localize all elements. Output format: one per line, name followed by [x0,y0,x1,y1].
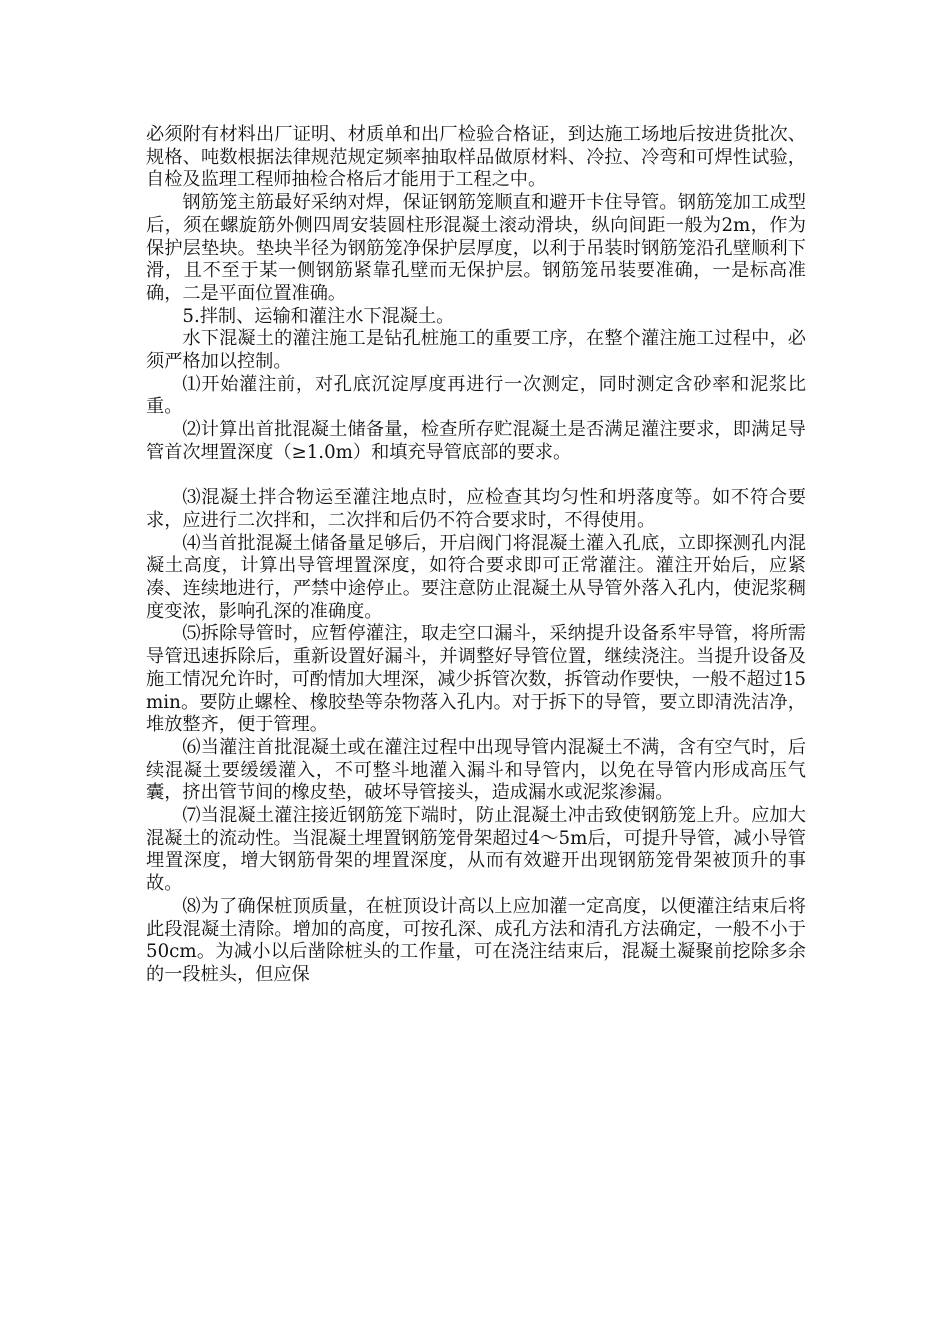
document-page [146,124,806,987]
list-item-7: ⑺当混凝土灌注接近钢筋笼下端时，防止混凝土冲击致使钢筋笼上升。应加大混凝土的流动性。当混凝土埋置钢筋笼骨架超过4～5m后，可提升导管，减小导管埋置深度，增大钢筋骨架的埋置深度，从而有效避开出现钢筋笼骨架被顶升的事故。 [146,805,806,895]
list-item-8: ⑻为了确保桩顶质量，在桩顶设计高以上应加灌一定高度，以便灌注结束后将此段混凝土清除。增加的高度，可按孔深、成孔方法和清孔方法确定，一般不小于50cm。为减小以后凿除桩头的工作量，可在浇注结束后，混凝土凝聚前挖除多余的一段桩头，但应保 [146,895,806,985]
paragraph-material-certificates: 必须附有材料出厂证明、材质单和出厂检验合格证，到达施工场地后按进货批次、规格、吨数根据法律规范规定频率抽取样品做原材料、冷拉、冷弯和可焊性试验，自检及监理工程师抽检合格后才能用于工程之中。 [146,124,806,191]
list-item-4: ⑷当首批混凝土储备量足够后，开启阀门将混凝土灌入孔底，立即探测孔内混凝土高度，计算出导管埋置深度，如符合要求即可正常灌注。灌注开始后，应紧凑、连续地进行，严禁中途停止。要注意防止混凝土从导管外落入孔内，使泥浆稠度变浓，影响孔深的准确度。 [146,532,806,622]
paragraph-rebar-cage: 钢筋笼主筋最好采纳对焊，保证钢筋笼顺直和避开卡住导管。钢筋笼加工成型后，须在螺旋筋外侧四周安装圆柱形混凝土滚动滑块，纵向间距一般为2m，作为保护层垫块。垫块半径为钢筋笼净保护层厚度，以利于吊装时钢筋笼沿孔壁顺利下滑，且不至于某一侧钢筋紧靠孔壁而无保护层。钢筋笼吊装要准确，一是标高准确，二是平面位置准确。 [146,192,806,304]
list-item-3: ⑶混凝土拌合物运至灌注地点时，应检查其均匀性和坍落度等。如不符合要求，应进行二次拌和，二次拌和后仍不符合要求时，不得使用。 [146,487,806,531]
section-heading-concrete: 5.拌制、运输和灌注水下混凝土。 [182,305,455,327]
list-item-6: ⑹当灌注首批混凝土或在灌注过程中出现导管内混凝土不满，含有空气时，后续混凝土要缓缓灌入，不可整斗地灌入漏斗和导管内，以免在导管内形成高压气囊，挤出管节间的橡皮垫，破坏导管接头，造成漏水或泥浆渗漏。 [146,736,806,804]
list-item-2: ⑵计算出首批混凝土储备量，检查所存贮混凝土是否满足灌注要求，即满足导管首次埋置深度（≥1.0m）和填充导管底部的要求。 [146,419,806,463]
paragraph-underwater-concrete-intro: 水下混凝土的灌注施工是钻孔桩施工的重要工序，在整个灌注施工过程中，必须严格加以控制。 [146,328,806,373]
list-item-5: ⑸拆除导管时，应暂停灌注，取走空口漏斗，采纳提升设备系牢导管，将所需导管迅速拆除后，重新设置好漏斗，并调整好导管位置，继续浇注。当提升设备及施工情况允许时，可酌情加大埋深，减少拆管次数，拆管动作要快，一般不超过15min。要防止螺栓、橡胶垫等杂物落入孔内。对于拆下的导管，要立即清洗洁净，堆放整齐，便于管理。 [146,623,806,736]
list-item-1: ⑴开始灌注前，对孔底沉淀厚度再进行一次测定，同时测定含砂率和泥浆比重。 [146,373,806,418]
